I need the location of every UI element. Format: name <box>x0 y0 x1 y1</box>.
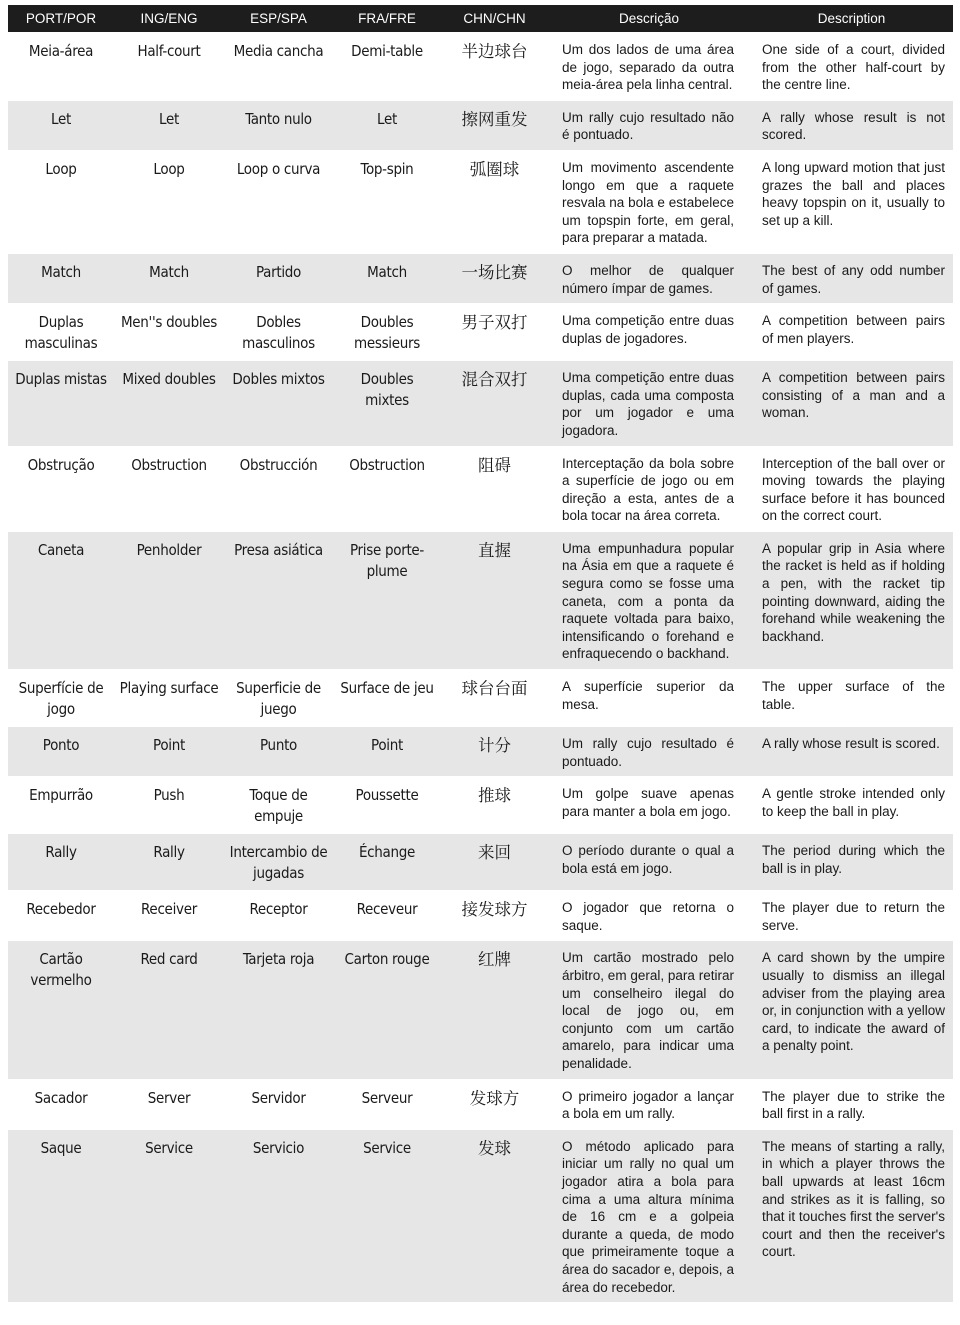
cell-desc-en: A competition between pairs consisting of a man and a woman. <box>750 361 953 446</box>
table-row <box>8 150 953 253</box>
cell-fra: Demi-table <box>333 33 441 101</box>
cell-desc-pt: Um dos lados de uma área de jogo, separado da outra meia-área pela linha central. <box>548 33 750 101</box>
cell-por: Caneta <box>8 531 114 669</box>
cell-desc-pt: O jogador que retorna o saque. <box>548 891 750 941</box>
cell-desc-en: The best of any odd number of games. <box>750 253 953 303</box>
cell-chn: 球台台面 <box>441 670 548 727</box>
cell-spa: Toque de empuje <box>224 777 333 834</box>
table-row <box>8 33 953 101</box>
table-row <box>8 531 953 669</box>
cell-eng: Point <box>114 727 224 777</box>
cell-desc-pt: Um rally cujo resultado não é pontuado. <box>548 100 750 150</box>
cell-desc-pt: Um movimento ascendente longo em que a raquete resvala na bola e estabelece um topspin forte, em geral, para preparar a matada. <box>548 150 750 253</box>
cell-desc-pt: O primeiro jogador a lançar a bola em um rally. <box>548 1079 750 1129</box>
cell-desc-pt: Interceptação da bola sobre a superfície de jogo ou em direção a esta, antes de a bola tocar na área correta. <box>548 446 750 531</box>
cell-eng: Let <box>114 100 224 150</box>
cell-spa: Media cancha <box>224 33 333 101</box>
header-chn: CHN/CHN <box>441 5 548 33</box>
cell-desc-en: A rally whose result is scored. <box>750 727 953 777</box>
cell-spa: Presa asiática <box>224 531 333 669</box>
table-row <box>8 891 953 941</box>
table-row <box>8 834 953 891</box>
cell-chn: 一场比赛 <box>441 253 548 303</box>
cell-desc-pt: Um rally cujo resultado é pontuado. <box>548 727 750 777</box>
header-por: PORT/POR <box>8 5 114 33</box>
cell-spa: Dobles mixtos <box>224 361 333 446</box>
cell-por: Match <box>8 253 114 303</box>
cell-eng: Match <box>114 253 224 303</box>
cell-eng: Obstruction <box>114 446 224 531</box>
cell-spa: Punto <box>224 727 333 777</box>
cell-spa: Receptor <box>224 891 333 941</box>
cell-chn: 接发球方 <box>441 891 548 941</box>
cell-spa: Loop o curva <box>224 150 333 253</box>
table-row <box>8 446 953 531</box>
cell-por: Rally <box>8 834 114 891</box>
cell-desc-pt: O melhor de qualquer número ímpar de games. <box>548 253 750 303</box>
cell-por: Recebedor <box>8 891 114 941</box>
cell-chn: 发球 <box>441 1129 548 1302</box>
cell-por: Saque <box>8 1129 114 1302</box>
cell-fra: Doubles messieurs <box>333 304 441 361</box>
cell-desc-en: A gentle stroke intended only to keep the ball in play. <box>750 777 953 834</box>
cell-por: Ponto <box>8 727 114 777</box>
cell-fra: Serveur <box>333 1079 441 1129</box>
cell-chn: 阻碍 <box>441 446 548 531</box>
cell-eng: Push <box>114 777 224 834</box>
header-spa: ESP/SPA <box>224 5 333 33</box>
table-row <box>8 727 953 777</box>
cell-eng: Penholder <box>114 531 224 669</box>
cell-desc-pt: Uma competição entre duas duplas, cada uma composta por um jogador e uma jogadora. <box>548 361 750 446</box>
table-row <box>8 1129 953 1302</box>
table-row <box>8 1079 953 1129</box>
cell-spa: Obstrucción <box>224 446 333 531</box>
cell-fra: Surface de jeu <box>333 670 441 727</box>
cell-eng: Mixed doubles <box>114 361 224 446</box>
cell-desc-en: The player due to return the serve. <box>750 891 953 941</box>
cell-eng: Server <box>114 1079 224 1129</box>
cell-desc-en: One side of a court, divided from the other half-court by the centre line. <box>750 33 953 101</box>
cell-desc-pt: O método aplicado para iniciar um rally no qual um jogador atira a bola para cima a uma altura mínima de 16 cm e a golpeia durante a queda, de modo que primeiramente toque a área do sacador e, depois, a área do recebedor. <box>548 1129 750 1302</box>
cell-spa: Dobles masculinos <box>224 304 333 361</box>
cell-desc-pt: Uma competição entre duas duplas de jogadores. <box>548 304 750 361</box>
cell-por: Loop <box>8 150 114 253</box>
cell-chn: 男子双打 <box>441 304 548 361</box>
table-row <box>8 361 953 446</box>
cell-chn: 推球 <box>441 777 548 834</box>
cell-chn: 混合双打 <box>441 361 548 446</box>
table-row <box>8 777 953 834</box>
cell-desc-pt: A superfície superior da mesa. <box>548 670 750 727</box>
cell-desc-en: A long upward motion that just grazes the ball and places heavy topspin on it, usually to set up a kill. <box>750 150 953 253</box>
cell-eng: Men''s doubles <box>114 304 224 361</box>
cell-chn: 半边球台 <box>441 33 548 101</box>
cell-desc-en: A competition between pairs of men players. <box>750 304 953 361</box>
cell-chn: 擦网重发 <box>441 100 548 150</box>
cell-chn: 发球方 <box>441 1079 548 1129</box>
cell-fra: Obstruction <box>333 446 441 531</box>
cell-spa: Superficie de juego <box>224 670 333 727</box>
cell-chn: 来回 <box>441 834 548 891</box>
cell-fra: Doubles mixtes <box>333 361 441 446</box>
cell-por: Empurrão <box>8 777 114 834</box>
cell-por: Let <box>8 100 114 150</box>
cell-chn: 红牌 <box>441 941 548 1079</box>
cell-spa: Servicio <box>224 1129 333 1302</box>
cell-desc-en: Interception of the ball over or moving towards the playing surface before it has bounced on the correct court. <box>750 446 953 531</box>
cell-desc-en: A rally whose result is not scored. <box>750 100 953 150</box>
table-row <box>8 253 953 303</box>
cell-desc-en: A card shown by the umpire usually to dismiss an illegal adviser from the playing area or, in conjunction with a yellow card, to indicate the award of a penalty point. <box>750 941 953 1079</box>
header-descricao: Descrição <box>548 5 750 33</box>
cell-desc-pt: Um golpe suave apenas para manter a bola em jogo. <box>548 777 750 834</box>
header-description: Description <box>750 5 953 33</box>
cell-por: Meia-área <box>8 33 114 101</box>
cell-chn: 直握 <box>441 531 548 669</box>
table-row <box>8 670 953 727</box>
cell-chn: 弧圈球 <box>441 150 548 253</box>
glossary <box>8 5 953 1303</box>
cell-spa: Intercambio de jugadas <box>224 834 333 891</box>
cell-por: Sacador <box>8 1079 114 1129</box>
header-eng: ING/ENG <box>114 5 224 33</box>
cell-spa: Partido <box>224 253 333 303</box>
cell-fra: Let <box>333 100 441 150</box>
cell-desc-en: The player due to strike the ball first in a rally. <box>750 1079 953 1129</box>
cell-fra: Échange <box>333 834 441 891</box>
cell-eng: Rally <box>114 834 224 891</box>
cell-eng: Half-court <box>114 33 224 101</box>
cell-desc-en: The means of starting a rally, in which a player throws the ball upwards at least 16cm and strikes as it is falling, so that it touches first the server's court and then the receiver's court. <box>750 1129 953 1302</box>
header-fra: FRA/FRE <box>333 5 441 33</box>
cell-fra: Service <box>333 1129 441 1302</box>
cell-por: Duplas mistas <box>8 361 114 446</box>
table-row <box>8 100 953 150</box>
cell-fra: Top-spin <box>333 150 441 253</box>
table-row <box>8 304 953 361</box>
cell-desc-en: The upper surface of the table. <box>750 670 953 727</box>
table-body <box>8 33 953 1303</box>
cell-fra: Prise porte-plume <box>333 531 441 669</box>
glossary-table <box>8 5 953 1303</box>
cell-fra: Poussette <box>333 777 441 834</box>
cell-fra: Carton rouge <box>333 941 441 1079</box>
cell-eng: Red card <box>114 941 224 1079</box>
cell-desc-pt: Um cartão mostrado pelo árbitro, em geral, para retirar um conselheiro ilegal do local de jogo ou, em conjunto com um cartão amarelo, para indicar uma penalidade. <box>548 941 750 1079</box>
cell-fra: Point <box>333 727 441 777</box>
cell-spa: Tanto nulo <box>224 100 333 150</box>
cell-spa: Tarjeta roja <box>224 941 333 1079</box>
cell-eng: Loop <box>114 150 224 253</box>
cell-desc-en: A popular grip in Asia where the racket is held as if holding a pen, with the racket tip pointing downward, aiding the forehand while weakening the backhand. <box>750 531 953 669</box>
cell-desc-pt: Uma empunhadura popular na Ásia em que a raquete é segura como se fosse uma caneta, com a ponta da raquete voltada para baixo, intensificando o forehand e enfraquecendo o backhand. <box>548 531 750 669</box>
table-row <box>8 941 953 1079</box>
cell-por: Obstrução <box>8 446 114 531</box>
cell-desc-en: The period during which the ball is in play. <box>750 834 953 891</box>
cell-por: Superfície de jogo <box>8 670 114 727</box>
cell-fra: Receveur <box>333 891 441 941</box>
cell-por: Cartão vermelho <box>8 941 114 1079</box>
table-header <box>8 5 953 33</box>
cell-eng: Receiver <box>114 891 224 941</box>
cell-spa: Servidor <box>224 1079 333 1129</box>
cell-chn: 计分 <box>441 727 548 777</box>
cell-por: Duplas masculinas <box>8 304 114 361</box>
cell-fra: Match <box>333 253 441 303</box>
cell-eng: Service <box>114 1129 224 1302</box>
cell-desc-pt: O período durante o qual a bola está em jogo. <box>548 834 750 891</box>
cell-eng: Playing surface <box>114 670 224 727</box>
